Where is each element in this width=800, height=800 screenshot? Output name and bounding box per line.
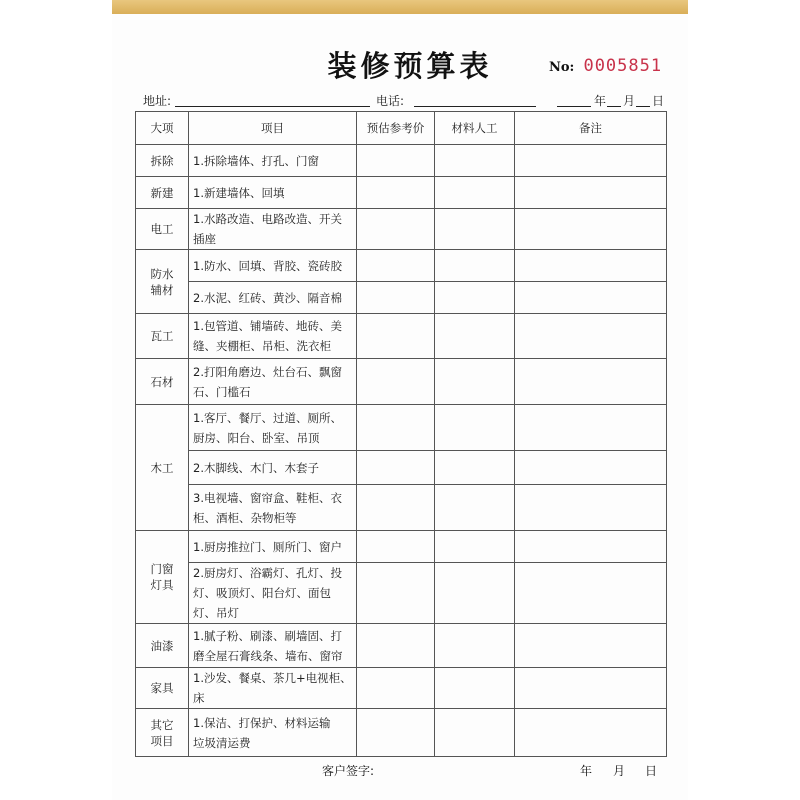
- price-cell[interactable]: [357, 405, 435, 451]
- price-cell[interactable]: [357, 250, 435, 282]
- remarks-cell[interactable]: [515, 405, 667, 451]
- category-cell: 石材: [136, 359, 189, 405]
- material-labor-cell[interactable]: [435, 709, 515, 757]
- footer-day-label: 日: [645, 764, 658, 778]
- remarks-cell[interactable]: [515, 209, 667, 250]
- phone-field[interactable]: [414, 106, 536, 107]
- remarks-cell[interactable]: [515, 709, 667, 757]
- table-row: [136, 209, 667, 250]
- remarks-cell[interactable]: [515, 668, 667, 709]
- price-cell[interactable]: [357, 359, 435, 405]
- table-row: [136, 451, 667, 485]
- category-cell: 木工: [136, 405, 189, 531]
- remarks-cell[interactable]: [515, 177, 667, 209]
- table-row: [136, 624, 667, 668]
- remarks-cell[interactable]: [515, 563, 667, 624]
- price-cell[interactable]: [357, 314, 435, 359]
- category-cell: 其它 项目: [136, 709, 189, 757]
- month-field[interactable]: [607, 106, 621, 107]
- item-cell: 3.电视墙、窗帘盒、鞋柜、衣柜、酒柜、杂物柜等: [189, 485, 357, 531]
- price-cell[interactable]: [357, 282, 435, 314]
- item-cell: 1.拆除墙体、打孔、门窗: [189, 145, 357, 177]
- material-labor-cell[interactable]: [435, 485, 515, 531]
- price-cell[interactable]: [357, 668, 435, 709]
- category-cell: 门窗 灯具: [136, 531, 189, 624]
- remarks-cell[interactable]: [515, 145, 667, 177]
- item-cell: 1.腻子粉、刷漆、刷墙固、打磨全屋石膏线条、墙布、窗帘: [189, 624, 357, 668]
- footer-year-label: 年: [580, 764, 593, 778]
- serial-value: 0005851: [583, 56, 663, 76]
- table-row: [136, 709, 667, 757]
- remarks-cell[interactable]: [515, 451, 667, 485]
- category-cell: 电工: [136, 209, 189, 250]
- column-header: 材料人工: [435, 112, 515, 145]
- material-labor-cell[interactable]: [435, 624, 515, 668]
- address-label: 地址:: [143, 94, 172, 108]
- material-labor-cell[interactable]: [435, 563, 515, 624]
- serial-number: [549, 56, 662, 76]
- material-labor-cell[interactable]: [435, 668, 515, 709]
- table-row: [136, 314, 667, 359]
- table-row: [136, 359, 667, 405]
- price-cell[interactable]: [357, 451, 435, 485]
- serial-label: No:: [549, 60, 575, 75]
- item-cell: 1.保洁、打保护、材料运输 垃圾清运费: [189, 709, 357, 757]
- header-month-label: 月: [623, 94, 636, 108]
- header-day-label: 日: [652, 94, 665, 108]
- budget-table: [135, 111, 667, 757]
- table-row: [136, 485, 667, 531]
- table-row: [136, 250, 667, 282]
- form-title: 装修预算表: [327, 49, 493, 83]
- column-header: 备注: [515, 112, 667, 145]
- table-row: [136, 531, 667, 563]
- remarks-cell[interactable]: [515, 359, 667, 405]
- footer-month-label: 月: [613, 764, 626, 778]
- material-labor-cell[interactable]: [435, 250, 515, 282]
- price-cell[interactable]: [357, 145, 435, 177]
- remarks-cell[interactable]: [515, 282, 667, 314]
- remarks-cell[interactable]: [515, 624, 667, 668]
- remarks-cell[interactable]: [515, 531, 667, 563]
- column-header: 大项: [136, 112, 189, 145]
- table-row: [136, 145, 667, 177]
- item-cell: 1.厨房推拉门、厕所门、窗户: [189, 531, 357, 563]
- header-year-label: 年: [594, 94, 607, 108]
- price-cell[interactable]: [357, 709, 435, 757]
- category-cell: 拆除: [136, 145, 189, 177]
- address-field[interactable]: [175, 106, 370, 107]
- material-labor-cell[interactable]: [435, 314, 515, 359]
- price-cell[interactable]: [357, 563, 435, 624]
- material-labor-cell[interactable]: [435, 359, 515, 405]
- item-cell: 1.包管道、铺墙砖、地砖、美缝、夹棚柜、吊柜、洗衣柜: [189, 314, 357, 359]
- item-cell: 2.厨房灯、浴霸灯、孔灯、投灯、吸顶灯、阳台灯、面包灯、吊灯: [189, 563, 357, 624]
- remarks-cell[interactable]: [515, 485, 667, 531]
- day-field[interactable]: [636, 106, 650, 107]
- category-cell: 防水 辅材: [136, 250, 189, 314]
- column-header: 项目: [189, 112, 357, 145]
- item-cell: 2.木脚线、木门、木套子: [189, 451, 357, 485]
- price-cell[interactable]: [357, 177, 435, 209]
- item-cell: 1.防水、回填、背胶、瓷砖胶: [189, 250, 357, 282]
- item-cell: 1.水路改造、电路改造、开关插座: [189, 209, 357, 250]
- phone-label: 电话:: [376, 94, 405, 108]
- category-cell: 油漆: [136, 624, 189, 668]
- price-cell[interactable]: [357, 531, 435, 563]
- table-row: [136, 282, 667, 314]
- table-row: [136, 668, 667, 709]
- item-cell: 2.水泥、红砖、黄沙、隔音棉: [189, 282, 357, 314]
- year-field[interactable]: [557, 106, 591, 107]
- item-cell: 1.客厅、餐厅、过道、厕所、厨房、阳台、卧室、吊顶: [189, 405, 357, 451]
- item-cell: 2.打阳角磨边、灶台石、飘窗石、门槛石: [189, 359, 357, 405]
- table-row: [136, 177, 667, 209]
- price-cell[interactable]: [357, 624, 435, 668]
- remarks-cell[interactable]: [515, 250, 667, 282]
- binding-strip: [112, 0, 688, 15]
- material-labor-cell[interactable]: [435, 451, 515, 485]
- table-row: [136, 563, 667, 624]
- material-labor-cell[interactable]: [435, 209, 515, 250]
- category-cell: 瓦工: [136, 314, 189, 359]
- column-header: 预估参考价: [357, 112, 435, 145]
- table-header-row: [136, 112, 667, 145]
- item-cell: 1.沙发、餐桌、茶几+电视柜、床: [189, 668, 357, 709]
- material-labor-cell[interactable]: [435, 405, 515, 451]
- customer-sign-label: 客户签字:: [322, 764, 375, 778]
- category-cell: 家具: [136, 668, 189, 709]
- table-row: [136, 405, 667, 451]
- material-labor-cell[interactable]: [435, 531, 515, 563]
- material-labor-cell[interactable]: [435, 145, 515, 177]
- price-cell[interactable]: [357, 485, 435, 531]
- remarks-cell[interactable]: [515, 314, 667, 359]
- material-labor-cell[interactable]: [435, 177, 515, 209]
- category-cell: 新建: [136, 177, 189, 209]
- material-labor-cell[interactable]: [435, 282, 515, 314]
- price-cell[interactable]: [357, 209, 435, 250]
- item-cell: 1.新建墙体、回填: [189, 177, 357, 209]
